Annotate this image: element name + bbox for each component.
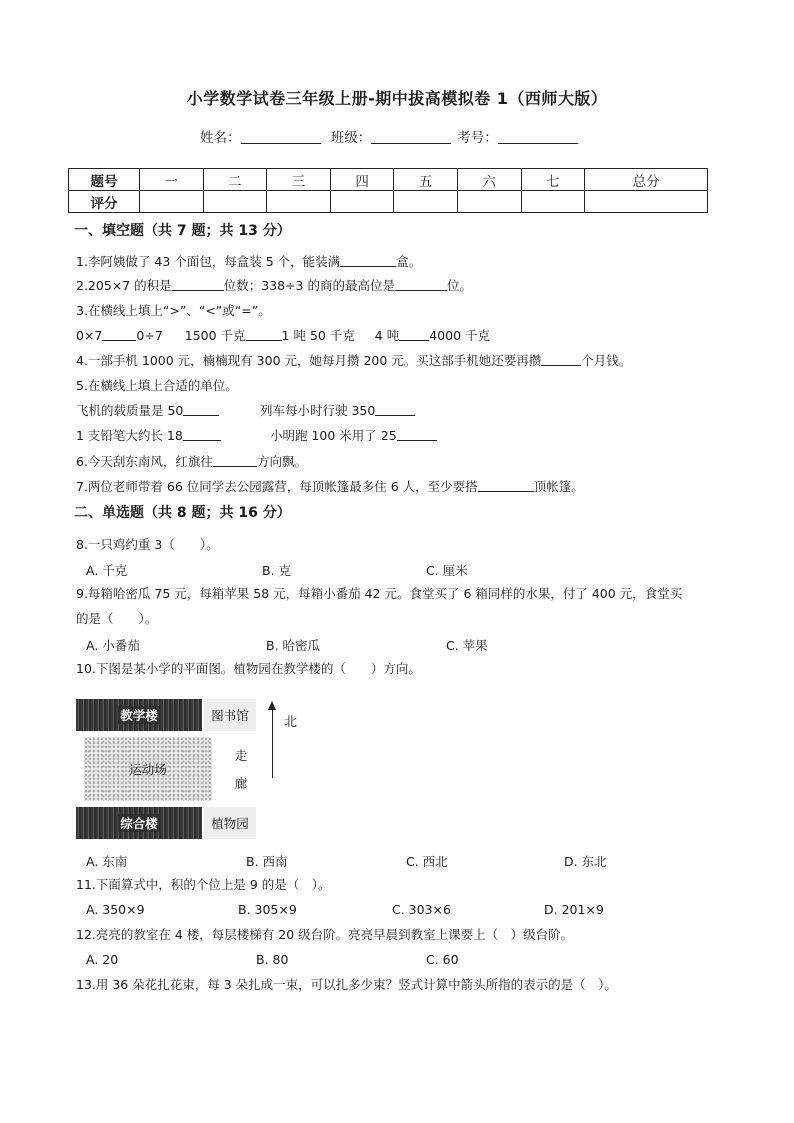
question-3-items (76, 328, 490, 344)
question-9-line2: 的是（ ）。 (76, 611, 158, 626)
question-5-item-c (76, 428, 221, 444)
corridor (226, 741, 256, 797)
expr: 4 吨 (374, 328, 400, 343)
q11-option-b[interactable]: B. 305×9 (238, 902, 297, 917)
question-6 (76, 454, 307, 470)
score-input-cell[interactable] (394, 191, 458, 213)
page-title: 小学数学试卷三年级上册-期中拔高模拟卷 1（西师大版） (186, 89, 608, 108)
question-12: 12.亮亮的教室在 4 楼，每层楼梯有 20 级台阶。亮亮早晨到教室上课要上（ ）级台阶。 (76, 927, 574, 942)
question-5-item-a (76, 403, 219, 419)
question-5: 5.在横线上填上合适的单位。 (76, 378, 238, 393)
question-text: 顶帐篷。 (533, 479, 584, 494)
question-text: 2.205×7 的积是 (76, 278, 172, 293)
exam-no-label: 考号： (457, 130, 498, 146)
answer-blank[interactable] (397, 428, 437, 441)
answer-blank[interactable] (375, 403, 415, 416)
north-label: 北 (284, 715, 298, 730)
q11-option-d[interactable]: D. 201×9 (544, 902, 604, 917)
question-text: 4.一部手机 1000 元，楠楠现有 300 元，她每月攒 200 元。买这部手机她还要再攒 (76, 353, 542, 368)
botanical-garden (204, 807, 256, 839)
answer-blank[interactable] (246, 328, 282, 341)
answer-blank[interactable] (478, 479, 534, 492)
north-arrow-line (272, 708, 273, 778)
question-13: 13.用 36 朵花扎花束，每 3 朵扎成一束，可以扎多少束？竖式计算中箭头所指的表示的是（ ）。 (76, 977, 617, 992)
question-text: 方向飘。 (256, 454, 307, 469)
answer-blank[interactable] (183, 428, 221, 441)
question-text: 盒。 (396, 254, 422, 269)
library (204, 699, 256, 731)
question-text: 个月钱。 (581, 353, 632, 368)
expr: 0×7 (76, 328, 103, 343)
exam-no-blank[interactable] (498, 129, 578, 144)
score-table-header-row (69, 169, 708, 191)
section1-heading: 一、填空题（共 7 题；共 13 分） (74, 223, 291, 239)
map-label: 综合楼 (120, 816, 158, 831)
class-blank[interactable] (371, 129, 451, 144)
q8-option-a[interactable]: A. 千克 (86, 563, 128, 578)
map-label: 走 (234, 748, 248, 763)
playground (84, 737, 212, 801)
question-10: 10.下图是某小学的平面图。植物园在教学楼的（ ）方向。 (76, 661, 421, 676)
name-blank[interactable] (241, 129, 321, 144)
answer-blank[interactable] (399, 328, 429, 341)
score-cell: 五 (394, 169, 458, 191)
section2-heading: 二、单选题（共 8 题；共 16 分） (74, 505, 291, 521)
score-table (68, 168, 708, 213)
question-text: 7.两位老师带着 66 位同学去公园露营，每顶帐篷最多住 6 人，至少要搭 (76, 479, 478, 494)
q10-option-d[interactable]: D. 东北 (564, 854, 607, 869)
question-1 (76, 254, 421, 270)
answer-blank[interactable] (172, 278, 224, 291)
question-text: 1 支铅笔大约长 18 (76, 428, 183, 443)
score-cell: 七 (521, 169, 585, 191)
score-cell: 一 (140, 169, 204, 191)
q12-option-c[interactable]: C. 60 (426, 952, 459, 967)
expr: 0÷7 (136, 328, 163, 343)
question-text: 小明跑 100 米用了 25 (270, 428, 397, 443)
score-input-cell[interactable] (203, 191, 267, 213)
question-3: 3.在横线上填上“>”、“<”或“=”。 (76, 303, 271, 318)
q9-option-a[interactable]: A. 小番茄 (86, 638, 140, 653)
q10-option-b[interactable]: B. 西南 (246, 854, 288, 869)
expr: 4000 千克 (429, 328, 491, 343)
map-label: 运动场 (129, 762, 167, 777)
q10-option-c[interactable]: C. 西北 (406, 854, 448, 869)
score-input-cell[interactable] (267, 191, 331, 213)
name-label: 姓名： (200, 130, 241, 146)
question-5-item-b (260, 403, 415, 419)
teaching-building (76, 699, 202, 731)
score-cell: 六 (457, 169, 521, 191)
q10-option-a[interactable]: A. 东南 (86, 854, 128, 869)
q12-option-b[interactable]: B. 80 (256, 952, 289, 967)
map-label: 教学楼 (120, 708, 158, 723)
question-11: 11.下面算式中，积的个位上是 9 的是（ ）。 (76, 877, 331, 892)
question-2 (76, 278, 472, 294)
answer-blank[interactable] (183, 403, 219, 416)
score-input-cell[interactable] (457, 191, 521, 213)
answer-blank[interactable] (213, 454, 257, 467)
answer-blank[interactable] (102, 328, 136, 341)
score-cell: 二 (203, 169, 267, 191)
answer-blank[interactable] (541, 353, 581, 366)
question-text: 飞机的载质量是 50 (76, 403, 184, 418)
question-text: 1.李阿姨做了 43 个面包，每盒装 5 个，能装满 (76, 254, 341, 269)
question-9-line1: 9.每箱哈密瓜 75 元，每箱苹果 58 元，每箱小番茄 42 元。食堂买了 6 箱同样的水果，付了 400 元，食堂买 (76, 586, 683, 601)
score-cell: 题号 (69, 169, 140, 191)
score-cell: 三 (267, 169, 331, 191)
q8-option-b[interactable]: B. 克 (262, 563, 292, 578)
q11-option-a[interactable]: A. 350×9 (86, 902, 145, 917)
q9-option-b[interactable]: B. 哈密瓜 (266, 638, 321, 653)
score-input-cell[interactable] (140, 191, 204, 213)
expr: 1500 千克 (184, 328, 246, 343)
score-table-score-row (69, 191, 708, 213)
student-info (200, 126, 584, 146)
map-label: 廊 (234, 776, 248, 791)
map-label: 植物园 (211, 816, 249, 831)
question-text: 列车每小时行驶 350 (260, 403, 376, 418)
expr: 1 吨 50 千克 (281, 328, 355, 343)
answer-blank[interactable] (340, 254, 396, 267)
map-label: 图书馆 (211, 708, 249, 723)
class-label: 班级： (330, 130, 372, 146)
question-5-item-d (270, 428, 437, 444)
question-text: 6.今天刮东南风，红旗往 (76, 454, 213, 469)
question-text: 位数；338÷3 的商的最高位是 (223, 278, 395, 293)
score-input-cell[interactable] (330, 191, 394, 213)
q12-option-a[interactable]: A. 20 (86, 952, 119, 967)
question-8: 8.一只鸡约重 3（ ）。 (76, 537, 219, 552)
complex-building (76, 807, 202, 839)
answer-blank[interactable] (395, 278, 447, 291)
q11-option-c[interactable]: C. 303×6 (392, 902, 451, 917)
score-input-cell[interactable] (585, 191, 708, 213)
question-4 (76, 353, 631, 369)
score-cell: 总分 (585, 169, 708, 191)
score-cell: 四 (330, 169, 394, 191)
question-text: 位。 (446, 278, 472, 293)
q9-option-c[interactable]: C. 苹果 (446, 638, 488, 653)
q8-option-c[interactable]: C. 厘米 (426, 563, 468, 578)
score-row-label: 评分 (69, 191, 140, 213)
question-7 (76, 479, 584, 495)
score-input-cell[interactable] (521, 191, 585, 213)
